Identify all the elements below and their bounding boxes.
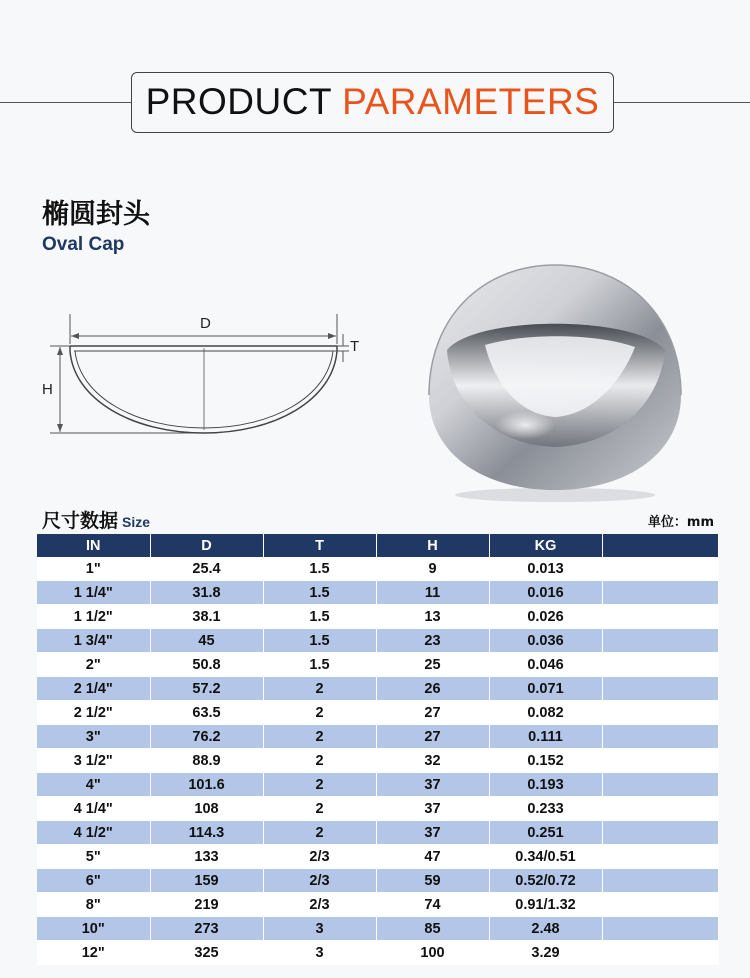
table-row: [37, 821, 718, 845]
table-cell: 37: [376, 773, 489, 797]
table-cell: [602, 821, 718, 845]
table-row: [37, 677, 718, 701]
table-cell: 2": [37, 653, 150, 677]
table-cell: 0.071: [489, 677, 602, 701]
table-cell: [602, 653, 718, 677]
table-cell: 25: [376, 653, 489, 677]
table-cell: 0.52/0.72: [489, 869, 602, 893]
table-cell: 37: [376, 821, 489, 845]
table-cell: 11: [376, 581, 489, 605]
dim-label-d: D: [200, 315, 211, 332]
table-cell: 0.111: [489, 725, 602, 749]
section-title: [131, 72, 614, 133]
table-cell: 2: [263, 821, 376, 845]
table-cell: 9: [376, 557, 489, 581]
table-cell: 1 1/4": [37, 581, 150, 605]
table-cell: 4 1/4": [37, 797, 150, 821]
table-cell: 2 1/2": [37, 701, 150, 725]
table-cell: 6": [37, 869, 150, 893]
size-title-en: Size: [122, 514, 151, 530]
table-cell: 325: [150, 941, 263, 965]
table-row: [37, 845, 718, 869]
column-header: IN: [37, 534, 150, 557]
table-row: [37, 869, 718, 893]
table-row: [37, 893, 718, 917]
product-name-en: Oval Cap: [42, 234, 125, 255]
table-cell: 0.91/1.32: [489, 893, 602, 917]
table-cell: 0.34/0.51: [489, 845, 602, 869]
table-cell: 13: [376, 605, 489, 629]
table-cell: 2.48: [489, 917, 602, 941]
table-cell: 31.8: [150, 581, 263, 605]
table-cell: 2: [263, 725, 376, 749]
table-cell: 273: [150, 917, 263, 941]
table-cell: 76.2: [150, 725, 263, 749]
oval-cap-diagram: [38, 300, 368, 445]
table-cell: 219: [150, 893, 263, 917]
table-cell: 0.251: [489, 821, 602, 845]
product-name-cn: 椭圆封头: [42, 199, 150, 230]
table-cell: 4 1/2": [37, 821, 150, 845]
table-cell: 57.2: [150, 677, 263, 701]
table-cell: 3: [263, 941, 376, 965]
table-cell: [602, 701, 718, 725]
title-rule-right: [614, 102, 750, 103]
table-cell: 2: [263, 797, 376, 821]
table-cell: [602, 581, 718, 605]
table-cell: 32: [376, 749, 489, 773]
table-cell: 50.8: [150, 653, 263, 677]
table-cell: [602, 749, 718, 773]
table-cell: 0.046: [489, 653, 602, 677]
table-cell: 133: [150, 845, 263, 869]
table-cell: [602, 941, 718, 965]
table-cell: 37: [376, 797, 489, 821]
table-cell: 0.233: [489, 797, 602, 821]
table-cell: 2/3: [263, 869, 376, 893]
table-cell: 108: [150, 797, 263, 821]
table-cell: 85: [376, 917, 489, 941]
table-row: [37, 701, 718, 725]
dim-label-h: H: [42, 381, 53, 398]
table-cell: [602, 893, 718, 917]
table-cell: 26: [376, 677, 489, 701]
table-cell: [602, 773, 718, 797]
table-cell: 1 3/4": [37, 629, 150, 653]
table-cell: [602, 557, 718, 581]
table-cell: 1": [37, 557, 150, 581]
table-cell: 2/3: [263, 845, 376, 869]
table-cell: 1.5: [263, 605, 376, 629]
table-row: [37, 941, 718, 965]
table-cell: 27: [376, 725, 489, 749]
table-cell: 2/3: [263, 893, 376, 917]
table-cell: [602, 917, 718, 941]
table-cell: 0.013: [489, 557, 602, 581]
column-header: H: [376, 534, 489, 557]
table-cell: 25.4: [150, 557, 263, 581]
table-cell: 101.6: [150, 773, 263, 797]
table-row: [37, 797, 718, 821]
column-header: KG: [489, 534, 602, 557]
table-cell: 159: [150, 869, 263, 893]
dim-label-t: T: [350, 338, 360, 355]
table-cell: 0.082: [489, 701, 602, 725]
table-cell: 1.5: [263, 653, 376, 677]
table-cell: 3: [263, 917, 376, 941]
title-word-parameters: PARAMETERS: [342, 81, 600, 122]
table-cell: 114.3: [150, 821, 263, 845]
table-cell: 5": [37, 845, 150, 869]
table-cell: 3": [37, 725, 150, 749]
table-cell: 1.5: [263, 629, 376, 653]
table-cell: 1.5: [263, 581, 376, 605]
table-cell: [602, 605, 718, 629]
table-row: [37, 629, 718, 653]
table-cell: 23: [376, 629, 489, 653]
table-cell: 59: [376, 869, 489, 893]
table-cell: 47: [376, 845, 489, 869]
table-cell: 3.29: [489, 941, 602, 965]
table-row: [37, 557, 718, 581]
table-cell: [602, 725, 718, 749]
title-rule-left: [0, 102, 131, 103]
table-row: [37, 653, 718, 677]
table-cell: 10": [37, 917, 150, 941]
table-cell: 0.016: [489, 581, 602, 605]
table-row: [37, 773, 718, 797]
table-cell: 74: [376, 893, 489, 917]
table-cell: 0.193: [489, 773, 602, 797]
table-cell: 38.1: [150, 605, 263, 629]
column-header: T: [263, 534, 376, 557]
table-cell: 100: [376, 941, 489, 965]
table-cell: 0.026: [489, 605, 602, 629]
table-cell: [602, 845, 718, 869]
table-row: [37, 917, 718, 941]
size-table: [37, 534, 719, 965]
table-row: [37, 725, 718, 749]
table-cell: 45: [150, 629, 263, 653]
table-row: [37, 749, 718, 773]
table-cell: 8": [37, 893, 150, 917]
product-photo: [415, 255, 695, 505]
unit-label: 单位：mm: [647, 515, 714, 530]
table-cell: [602, 797, 718, 821]
table-body: [37, 557, 718, 965]
table-cell: 3 1/2": [37, 749, 150, 773]
table-cell: 12": [37, 941, 150, 965]
table-cell: 0.152: [489, 749, 602, 773]
title-word-product: PRODUCT: [145, 81, 332, 122]
table-cell: 88.9: [150, 749, 263, 773]
size-section-title: [42, 506, 150, 533]
table-cell: 2: [263, 677, 376, 701]
column-header: [602, 534, 718, 557]
table-row: [37, 581, 718, 605]
table-cell: 2: [263, 749, 376, 773]
table-cell: [602, 677, 718, 701]
size-title-cn: 尺寸数据: [42, 510, 119, 532]
table-cell: 0.036: [489, 629, 602, 653]
table-cell: 1.5: [263, 557, 376, 581]
table-cell: 2 1/4": [37, 677, 150, 701]
column-header: D: [150, 534, 263, 557]
table-cell: [602, 869, 718, 893]
table-row: [37, 605, 718, 629]
table-header-row: [37, 534, 718, 557]
table-cell: [602, 629, 718, 653]
table-cell: 27: [376, 701, 489, 725]
table-cell: 4": [37, 773, 150, 797]
table-cell: 2: [263, 701, 376, 725]
table-cell: 1 1/2": [37, 605, 150, 629]
table-cell: 63.5: [150, 701, 263, 725]
table-cell: 2: [263, 773, 376, 797]
